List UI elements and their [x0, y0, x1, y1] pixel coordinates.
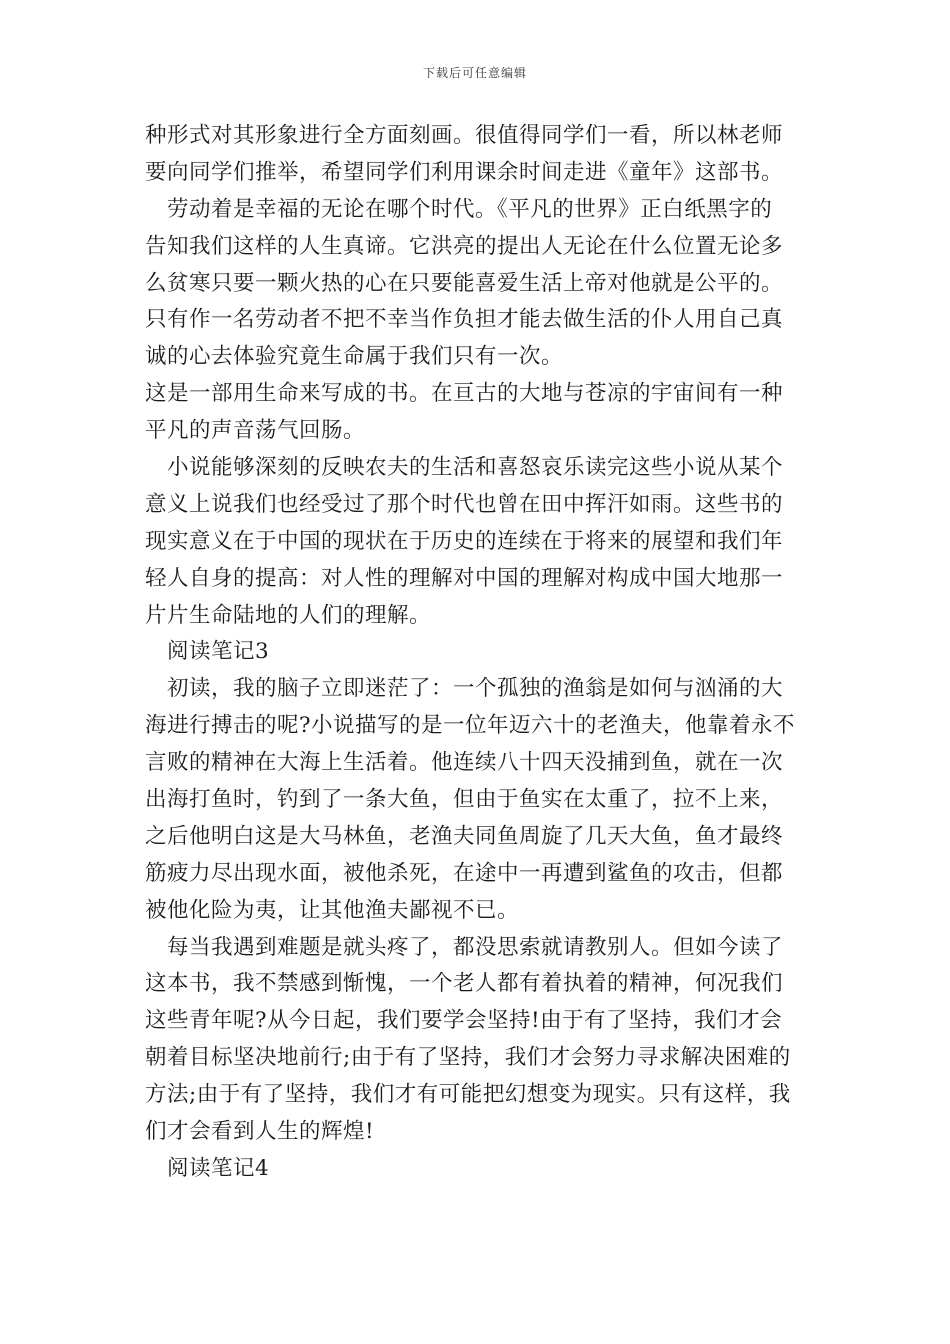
text-line: 只有作一名劳动者不把不幸当作负担才能去做生活的仆人用自己真 — [145, 307, 784, 333]
text-line: 筋疲力尽出现水面，被他杀死，在途中一再遭到鲨鱼的攻击，但都 — [145, 860, 784, 886]
paragraph-start: 劳动着是幸福的无论在哪个时代。《平凡的世界》正白纸黑字的 — [167, 196, 773, 222]
text-line: 这是一部用生命来写成的书。在亘古的大地与苍凉的宇宙间有一种 — [145, 381, 784, 407]
text-line: 们才会看到人生的辉煌! — [145, 1119, 375, 1145]
text-line: 轻人自身的提高：对人性的理解对中国的理解对构成中国大地那一 — [145, 565, 784, 591]
text-line: 意义上说我们也经受过了那个时代也曾在田中挥汗如雨。这些书的 — [145, 491, 784, 517]
document-body — [145, 118, 805, 1188]
text-line: 朝着目标坚决地前行;由于有了坚持，我们才会努力寻求解决困难的 — [145, 1045, 791, 1071]
text-line: 告知我们这样的人生真谛。它洪亮的提出人无论在什么位置无论多 — [145, 233, 784, 259]
text-line: 这本书，我不禁感到惭愧，一个老人都有着执着的精神，何况我们 — [145, 971, 784, 997]
text-line: 种形式对其形象进行全方面刻画。很值得同学们一看，所以林老师 — [145, 123, 784, 148]
section-heading-3: 阅读笔记3 — [167, 639, 270, 665]
text-line: 被他化险为夷，让其他渔夫鄙视不已。 — [145, 897, 520, 923]
paragraph-start: 每当我遇到难题是就头疼了，都没思索就请教别人。但如今读了 — [167, 934, 784, 960]
text-line: 平凡的声音荡气回肠。 — [145, 418, 366, 444]
text-line: 么贫寒只要一颗火热的心在只要能喜爱生活上帝对他就是公平的。 — [145, 270, 784, 296]
section-heading-4: 阅读笔记4 — [167, 1155, 270, 1181]
text-line: 要向同学们推举，希望同学们利用课余时间走进《童年》这部书。 — [145, 159, 784, 185]
text-line: 诚的心去体验究竟生命属于我们只有一次。 — [145, 344, 564, 370]
text-line: 现实意义在于中国的现状在于历史的连续在于将来的展望和我们年 — [145, 528, 784, 554]
text-line: 出海打鱼时，钓到了一条大鱼，但由于鱼实在太重了，拉不上来， — [145, 787, 784, 813]
text-line: 海进行搏击的呢?小说描写的是一位年迈六十的老渔夫，他靠着永不 — [145, 713, 796, 739]
text-line: 这些青年呢?从今日起，我们要学会坚持!由于有了坚持，我们才会 — [145, 1008, 783, 1034]
paragraph-start: 小说能够深刻的反映农夫的生活和喜怒哀乐读完这些小说从某个 — [167, 455, 784, 481]
text-line: 片片生命陆地的人们的理解。 — [145, 602, 432, 628]
page-header: 下载后可任意编辑 — [422, 66, 527, 80]
paragraph-start: 初读，我的脑子立即迷茫了：一个孤独的渔翁是如何与汹涌的大 — [167, 676, 784, 702]
text-line: 之后他明白这是大马林鱼，老渔夫同鱼周旋了几天大鱼，鱼才最终 — [145, 823, 784, 849]
text-line: 方法;由于有了坚持，我们才有可能把幻想变为现实。只有这样，我 — [145, 1082, 791, 1108]
text-line: 言败的精神在大海上生活着。他连续八十四天没捕到鱼，就在一次 — [145, 750, 784, 776]
